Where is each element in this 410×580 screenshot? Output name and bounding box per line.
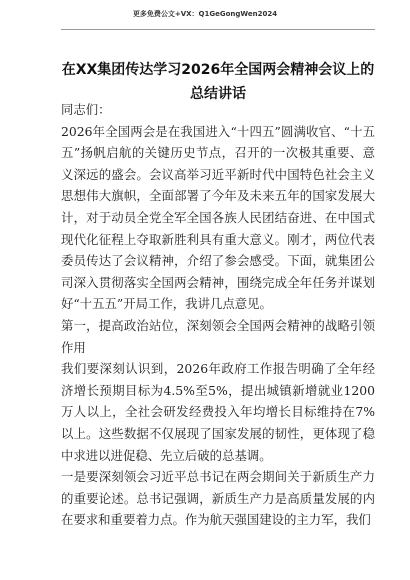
paragraph-targets: 我们要深刻认识到，2026年政府工作报告明确了全年经济增长预期目标为4.5%至5%，提出城镇新增就业1200万人以上，全社会研发经费投入年均增长目标维持在7%以上。这些数据不仅展现了国家发展的韧性，更体现了稳中求进以进促稳、先立后破的总基调。 xyxy=(61,361,375,463)
document-title: 在XX集团传达学习2026年全国两会精神会议上的总结讲话 xyxy=(61,62,375,102)
paragraph-point-one: 一是要深刻领会习近平总书记在两会期间关于新质生产力的重要论述。总书记强调，新质生产力是高质量发展的内在要求和重要着力点。作为航天强国建设的主力军，我们 xyxy=(61,469,375,528)
paragraph-intro: 2026年全国两会是在我国进入“十四五”圆满收官、“十五五”扬帆启航的关键历史节点，召开的一次极其重要、意义深远的盛会。会议高举习近平新时代中国特色社会主义思想伟大旗帜，全面部署了今年及未来五年的国家发展大计，对于动员全党全军全国各族人民团结奋进、在中国式现代化征程上夺取新胜利具有重大意义。刚才，两位代表委员传达了会议精神，介绍了参会感受。下面，就集团公司深入贯彻落实全国两会精神，围绕完成全年任务并谋划好“十五五”开局工作，我讲几点意见。 xyxy=(61,123,375,312)
document-body xyxy=(61,99,375,531)
section-heading-1: 第一，提高政治站位，深刻领会全国两会精神的战略引领作用 xyxy=(61,317,375,355)
salutation: 同志们： xyxy=(61,102,111,117)
header-divider xyxy=(61,29,375,30)
header-note: 更多免费公文+VX：Q1GeGongWen2024 xyxy=(132,10,278,18)
